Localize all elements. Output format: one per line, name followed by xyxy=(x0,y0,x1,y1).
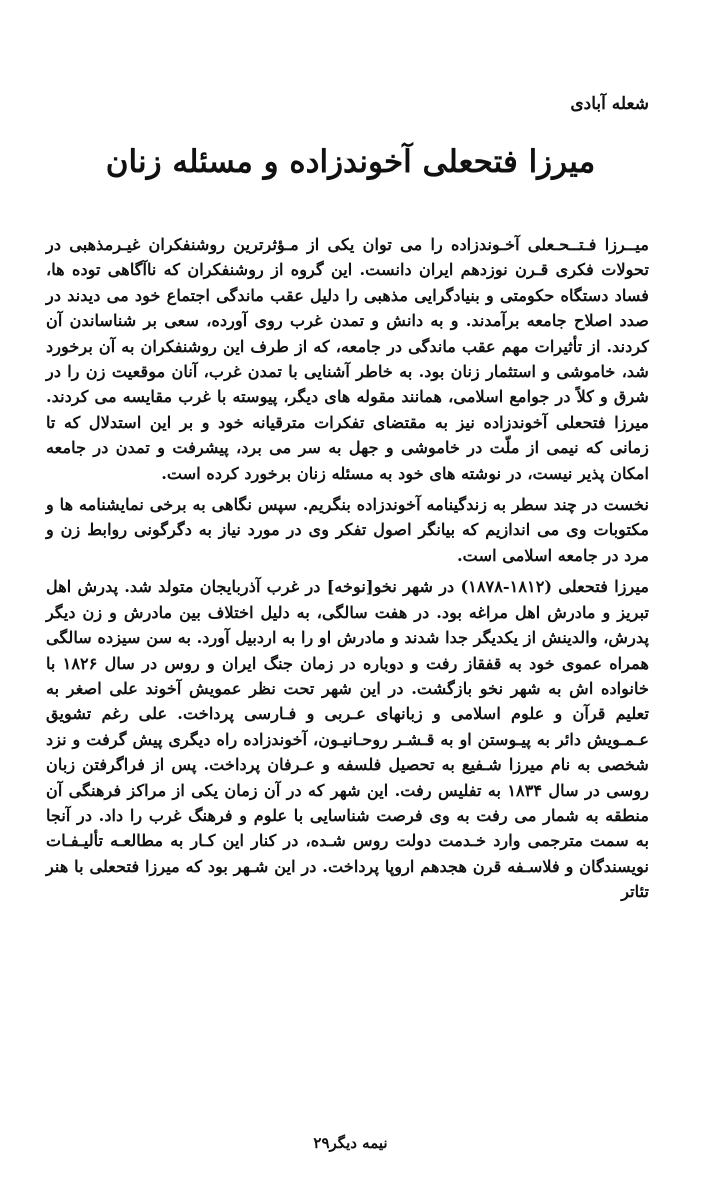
paragraph-overview: نخست در چند سطر به زندگینامه آخوندزاده بنگریم. سپس نگاهی به برخی نمایشنامه ها و مکتوبات وی می اندازیم که بیانگر اصول تفکر وی در مورد نیاز به دگرگونی روابط زن و مرد در جامعه اسلامی است. xyxy=(46,495,649,565)
paragraph-biography: میرزا فتحعلی (۱۸۱۲-۱۸۷۸) در شهر نخو[نوخه] در غرب آذربایجان متولد شد. پدرش اهل تبریز و مادرش اهل مراغه بود. در هفت سالگی، به دلیل اختلاف بین مادرش و زن دیگر پدرش، والدینش از یکدیگر جدا شدند و مادرش او را به اردبیل آورد. به سن سیزده سالگی همراه عموی خود به قفقاز رفت و دوباره در زمان جنگ ایران و روس در سال ۱۸۲۶ با خانواده اش به شهر نخو بازگشت. در این شهر تحت نظر عمویش آخوند علی اصغر به تعلیم قرآن و علوم اسلامی و زبانهای عـربی و فـارسی پرداخت. علی رغم تشویق عـمـویش دائر به پیـوستن او به قـشـر روحـانیـون، آخوندزاده راه دیگری پیش گرفت و نزد شخصی به نام میرزا شـفیع به تحصیل فلسفه و عـرفان پرداخت. پس از فراگرفتن زبان روسی در سال ۱۸۳۴ به تفلیس رفت. این شهر که در آن زمان یکی از مراکز فرهنگی آن منطقه به شمار می رفت به وی فرصت شناسایی با علوم و فرهنگ غرب را داد. در آنجا به سمت مترجمی وارد خـدمت دولت روس شـده، در کنار این کـار به مطالعـه تألیـفـات نویسندگان و فلاسـفه قرن هجدهم اروپا پرداخت. در این شـهر بود که میرزا فتحعلی با هنر تئاتر xyxy=(46,577,649,902)
article-title: میرزا فتحعلی آخوندزاده و مسئله زنان xyxy=(105,144,596,180)
article-body xyxy=(46,232,649,911)
paragraph-intro: میــرزا فـتــحـعلی آخـوندزاده را می توان یکی از مـؤثرترین روشنفکران غیـرمذهبی در تحولات فکری قـرن نوزدهم ایران دانست. این گروه از روشنفکران که ناآگاهی توده ها، فساد دستگاه حکومتی و بنیادگرایی مذهبی را دلیل عقب ماندگی اجتماع خود می دیدند در صدد اصلاح جامعه برآمدند. و به دانش و تمدن غرب روی آورده، سعی بر شناساندن آن کردند. از تأثیرات مهم عقب ماندگی در جامعه، که از طرف این روشنفکران به آن برخورد شد، خاموشی و استثمار زنان بود. به خاطر آشنایی با تمدن غرب، آنان موقعیت زن را در شرق و کلاً در جوامع اسلامی، همانند مقوله های دیگر، پیوسته با غرب مقایسه می کردند. میرزا فتحعلی آخوندزاده نیز به مقتضای تفکرات مترقیانه خود و بر این استدلال که تا زمانی که نیمی از ملّت در خاموشی و جهل به سر می برد، پیشرفت و تمدن در جامعه امکان پذیر نیست، در نوشته های خود به مسئله زنان برخورد کرده است. xyxy=(46,235,649,483)
author-name: شعله آبادی xyxy=(570,94,649,114)
page-footer: نیمه دیگر۲۹ xyxy=(313,1134,388,1152)
